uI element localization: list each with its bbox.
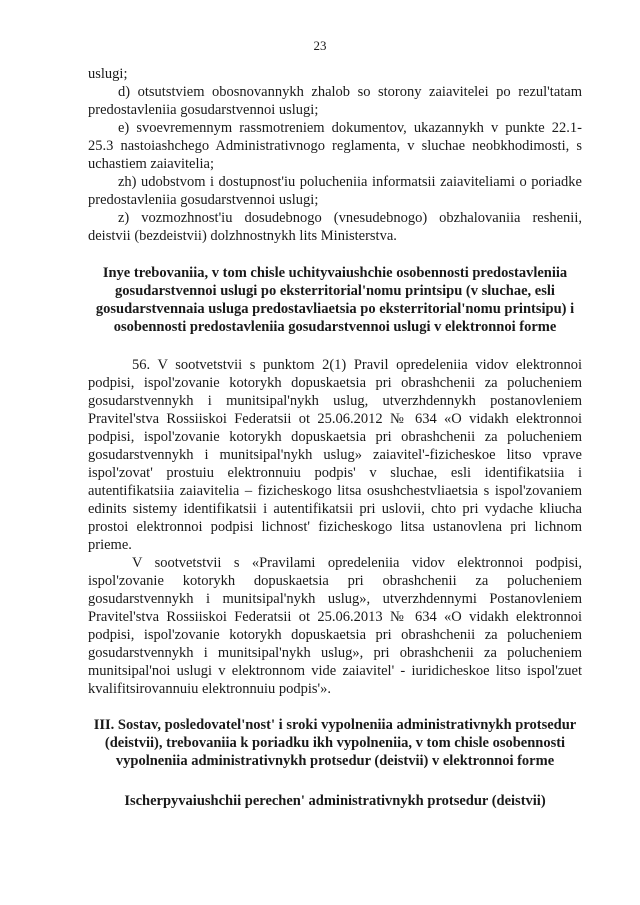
paragraph-continuation: uslugi; (88, 66, 128, 82)
paragraph-56: 56. V sootvetstvii s punktom 2(1) Pravil opredeleniia vidov elektronnoi podpisi, ispol'zovanie kotorykh dopuskaetsia pri obrashchenii za polucheniem gosudarstvennykh i munitsipal'nykh uslug, utverzhdennykh postanovleniem Pravitel'stva Rossiiskoi Federatsii ot 25.06.2012 № 634 «O vidakh elektronnoi podpisi, ispol'zovanie kotorykh dopuskaetsia pri obrashchenii za polucheniem gosudarstvennykh i munitsipal'nykh uslug» zaiavitel'-fizicheskoe litso vprave ispol'zovat' prostuiu elektronnuiu podpis' v sluchae, esli identifikatsiia i autentifikatsiia zaiavitelia – fizicheskogo litsa osushchestvliaetsia s ispol'zovaniem edinits sistemy identifikatsii i autentifikatsii pri uslovii, chto pri vydache kliucha prostoi elektronnoi podpisi lichnost' fizicheskogo litsa ustanovlena pri lichnom prieme. (88, 357, 582, 553)
subsection-heading-procedures-list: Ischerpyvaiushchii perechen' administrativnykh protsedur (deistvii) (124, 793, 546, 809)
document-body (88, 64, 582, 810)
section-heading-iii: III. Sostav, posledovatel'nost' i sroki vypolneniia administrativnykh protsedur (deistvii), trebovaniia k poriadku ikh vypolneniia, v tom chisle osobennosti vypolneniia administrativnykh protsedur (deistvii) v elektronnoi forme (93, 717, 577, 769)
list-item-e: e) svoevremennym rassmotreniem dokumentov, ukazannykh v punkte 22.1-25.3 nastoiashchego Administrativnogo reglamenta, v sluchae neobkhodimosti, s uchastiem zaiavitelia; (88, 120, 582, 172)
paragraph-legal-entity-signature: V sootvetstvii s «Pravilami opredeleniia vidov elektronnoi podpisi, ispol'zovanie kotorykh dopuskaetsia pri obrashchenii za polucheniem gosudarstvennykh i munitsipal'nykh uslug», utverzhdennymi Postanovleniem Pravitel'stva Rossiiskoi Federatsii ot 25.06.2013 № 634 «O vidakh elektronnoi podpisi, ispol'zovanie kotorykh dopuskaetsia pri obrashchenii za polucheniem gosudarstvennykh i munitsipal'nykh uslug», pri obrashchenii za polucheniem munitsipal'noi uslugi v elektronnom vide zaiavitel' - iuridicheskoe litso ispol'zuet kvalifitsirovannuiu elektronnuiu podpis'». (88, 555, 582, 697)
section-heading-other-requirements: Inye trebovaniia, v tom chisle uchityvaiushchie osobennosti predostavleniia gosudarstvennoi uslugi po eksterritorial'nomu printsipu (v sluchae, esli gosudarstvennaia usluga predostavliaetsia po eksterritorial'nomu printsipu) i osobennosti predostavleniia gosudarstvennoi uslugi v elektronnoi forme (95, 265, 575, 335)
list-item-zh: zh) udobstvom i dostupnost'iu polucheniia informatsii zaiaviteliami o poriadke predostavleniia gosudarstvennoi uslugi; (88, 174, 582, 208)
page-number: 23 (313, 38, 327, 53)
list-item-z: z) vozmozhnost'iu dosudebnogo (vnesudebnogo) obzhalovaniia reshenii, deistvii (bezdeistvii) dolzhnostnykh lits Ministerstva. (88, 210, 582, 244)
list-item-d: d) otsutstviem obosnovannykh zhalob so storony zaiavitelei po rezul'tatam predostavleniia gosudarstvennoi uslugi; (88, 84, 582, 118)
